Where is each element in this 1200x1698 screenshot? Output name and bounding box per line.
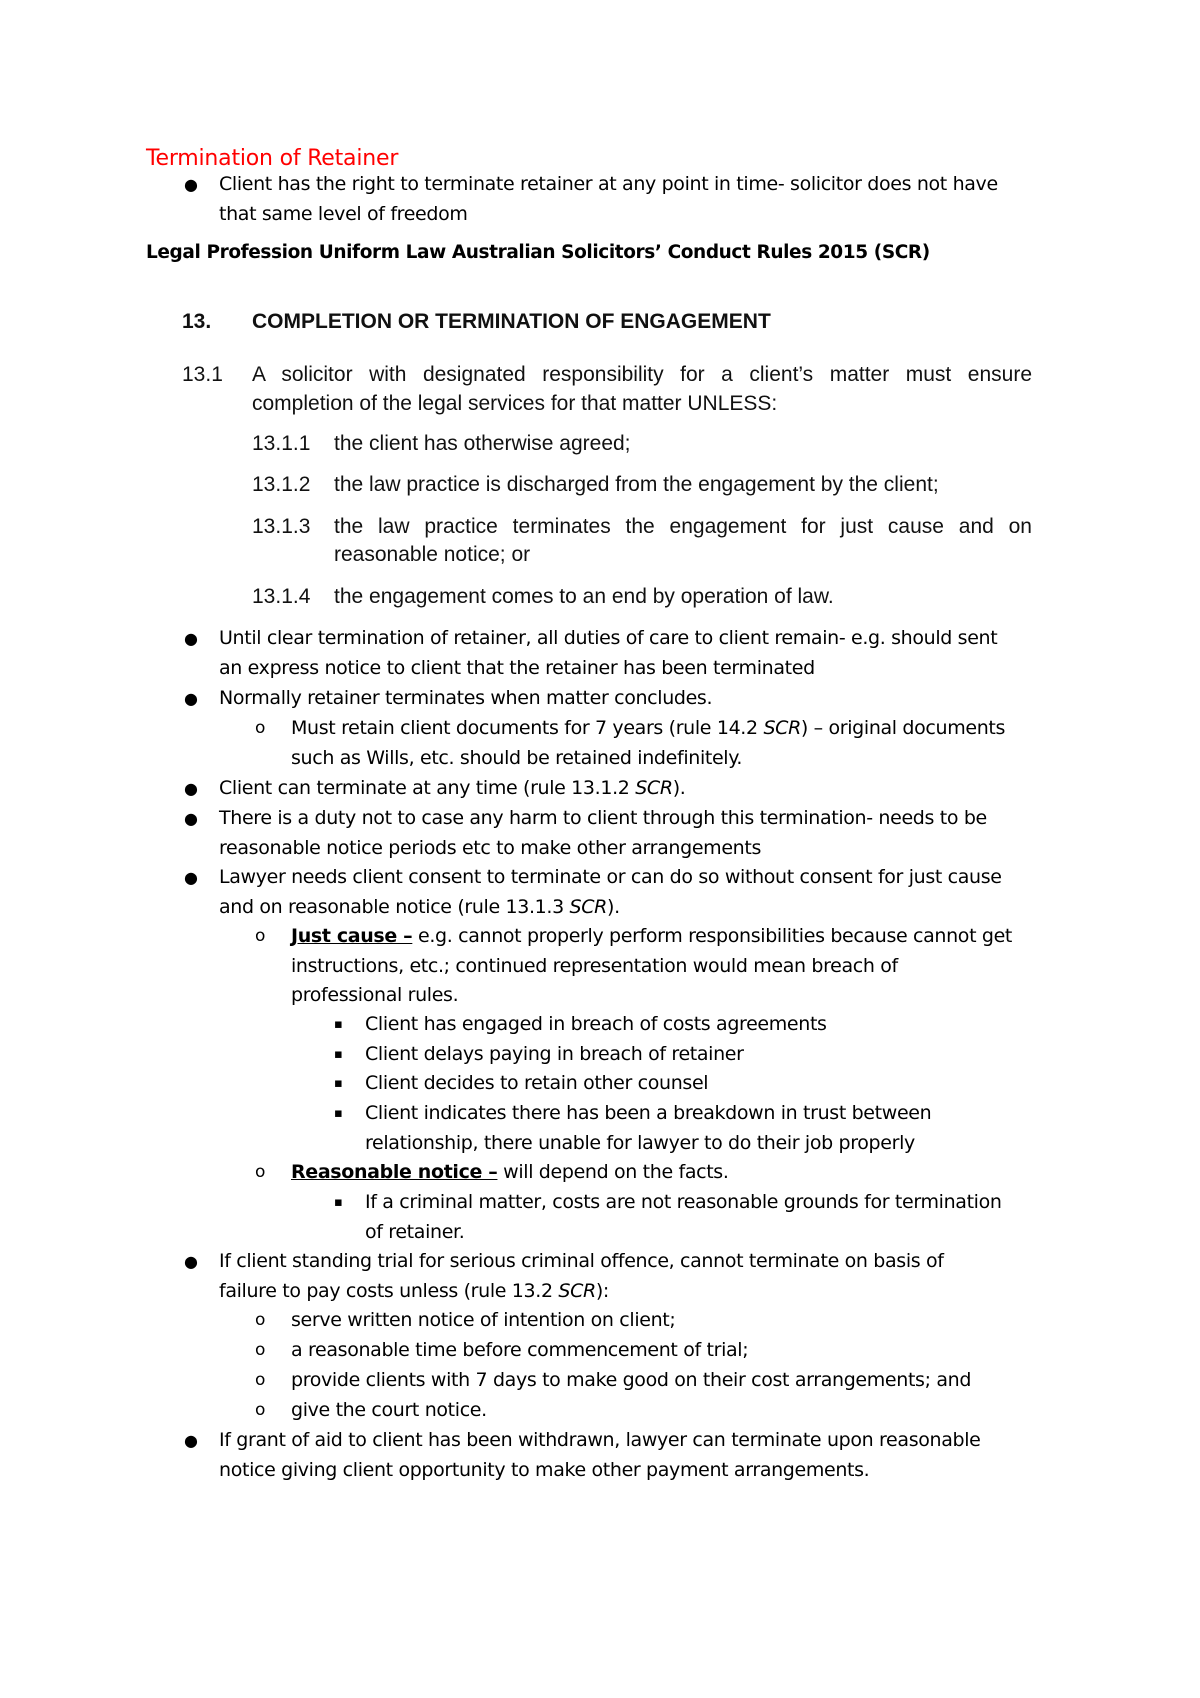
rule-item-number: 13.1.2 [252,473,311,496]
section-heading: Termination of Retainer [146,146,399,171]
rule-item-text: the law practice is discharged from the engagement by the client; [334,473,939,496]
sub-bullet-marker: o [255,1340,266,1360]
rule-item-number: 13.1.1 [252,432,311,455]
bullet-marker: ● [184,868,198,887]
term-just-cause: Just cause – [291,925,413,947]
scr-abbrev: SCR [635,777,673,799]
text-run: ) – original documents [800,717,1006,739]
rule-item-text: the client has otherwise agreed; [334,432,631,455]
list-item-line: reasonable notice periods etc to make other arrangements [219,836,761,859]
list-item-line: Client indicates there has been a breakdown in trust between [365,1102,932,1124]
list-item-line: If a criminal matter, costs are not reasonable grounds for termination [365,1191,1002,1213]
bullet-marker: ● [184,175,198,194]
rule-item-text: the engagement comes to an end by operation of law. [334,585,834,608]
list-item-line: serve written notice of intention on client; [291,1309,676,1331]
list-item-line: give the court notice. [291,1399,487,1421]
sub-bullet-marker: o [255,1370,266,1390]
rule-title: COMPLETION OR TERMINATION OF ENGAGEMENT [252,310,771,333]
square-bullet-marker: ▪ [334,1017,343,1032]
list-item-line: Until clear termination of retainer, all duties of care to client remain- e.g. should sent [219,627,998,649]
square-bullet-marker: ▪ [334,1106,343,1121]
rule-sub-number: 13.1 [182,363,223,386]
list-item-line [291,714,1081,744]
intro-line-2: that same level of freedom [219,202,468,225]
text-run: e.g. cannot properly perform responsibilities because cannot get [412,925,1013,947]
list-item-line: provide clients with 7 days to make good on their cost arrangements; and [291,1369,972,1391]
rule-sub-line-1: A solicitor with designated responsibility for a client’s matter must ensure [252,363,1032,386]
square-bullet-marker: ▪ [334,1076,343,1091]
list-item-line [219,893,1079,923]
list-item-line: instructions, etc.; continued representation would mean breach of [291,954,898,977]
list-item-line: Client decides to retain other counsel [365,1072,709,1094]
scr-abbrev: SCR [569,895,607,918]
bullet-marker: ● [184,689,198,708]
sub-bullet-marker: o [255,1310,266,1330]
text-run: and on reasonable notice (rule 13.1.3 [219,895,570,918]
list-item-line: of retainer. [365,1220,465,1243]
intro-line-1: Client has the right to terminate retainer at any point in time- solicitor does not have [219,173,998,195]
bullet-marker: ● [184,779,198,798]
sub-bullet-marker: o [255,1400,266,1420]
list-item-line: notice giving client opportunity to make other payment arrangements. [219,1458,870,1481]
scr-abbrev: SCR [558,1279,596,1302]
text-run: ). [607,895,620,918]
list-item-line: an express notice to client that the retainer has been terminated [219,656,815,679]
list-item-line: a reasonable time before commencement of trial; [291,1339,749,1361]
list-item-line: There is a duty not to case any harm to client through this termination- needs to be [219,807,987,829]
bullet-marker: ● [184,629,198,648]
text-run: Client can terminate at any time (rule 13.1.2 [219,777,636,799]
text-run: ). [672,777,686,799]
rule-item-text-cont: reasonable notice; or [334,543,531,566]
bullet-marker: ● [184,1431,198,1450]
rule-number: 13. [182,310,212,333]
square-bullet-marker: ▪ [334,1195,343,1210]
list-item-line: relationship, there unable for lawyer to do their job properly [365,1131,915,1154]
list-item-line [291,1158,1081,1188]
bullet-marker: ● [184,1252,198,1271]
sub-bullet-marker: o [255,718,266,738]
list-item-line: Normally retainer terminates when matter concludes. [219,687,713,709]
list-item-line: Lawyer needs client consent to terminate or can do so without consent for just cause [219,866,1002,888]
list-item-line: professional rules. [291,984,459,1006]
sub-bullet-marker: o [255,926,266,946]
source-title: Legal Profession Uniform Law Australian Solicitors’ Conduct Rules 2015 (SCR) [146,242,930,263]
text-run: ): [595,1279,609,1302]
text-run: will depend on the facts. [497,1161,729,1183]
square-bullet-marker: ▪ [334,1047,343,1062]
list-item-line: such as Wills, etc. should be retained indefinitely. [291,746,743,769]
rule-item-text: the law practice terminates the engagement for just cause and on [334,515,1032,538]
list-item-line: Client has engaged in breach of costs agreements [365,1013,827,1035]
sub-bullet-marker: o [255,1162,266,1182]
list-item-line [219,774,1079,804]
list-item-line [219,1277,1079,1307]
list-item-line: If client standing trial for serious criminal offence, cannot terminate on basis of [219,1250,944,1272]
list-item-line: Client delays paying in breach of retainer [365,1043,744,1065]
text-run: failure to pay costs unless (rule 13.2 [219,1279,559,1302]
rule-sub-line-2: completion of the legal services for that matter UNLESS: [252,392,778,415]
list-item-line: If grant of aid to client has been withdrawn, lawyer can terminate upon reasonable [219,1429,981,1451]
bullet-marker: ● [184,809,198,828]
term-reasonable-notice: Reasonable notice – [291,1161,498,1183]
rule-item-number: 13.1.3 [252,515,311,538]
scr-abbrev: SCR [763,717,801,739]
rule-heading [182,310,771,334]
text-run: Must retain client documents for 7 years (rule 14.2 [291,717,764,739]
list-item-line [291,922,1081,952]
rule-item-number: 13.1.4 [252,585,311,608]
